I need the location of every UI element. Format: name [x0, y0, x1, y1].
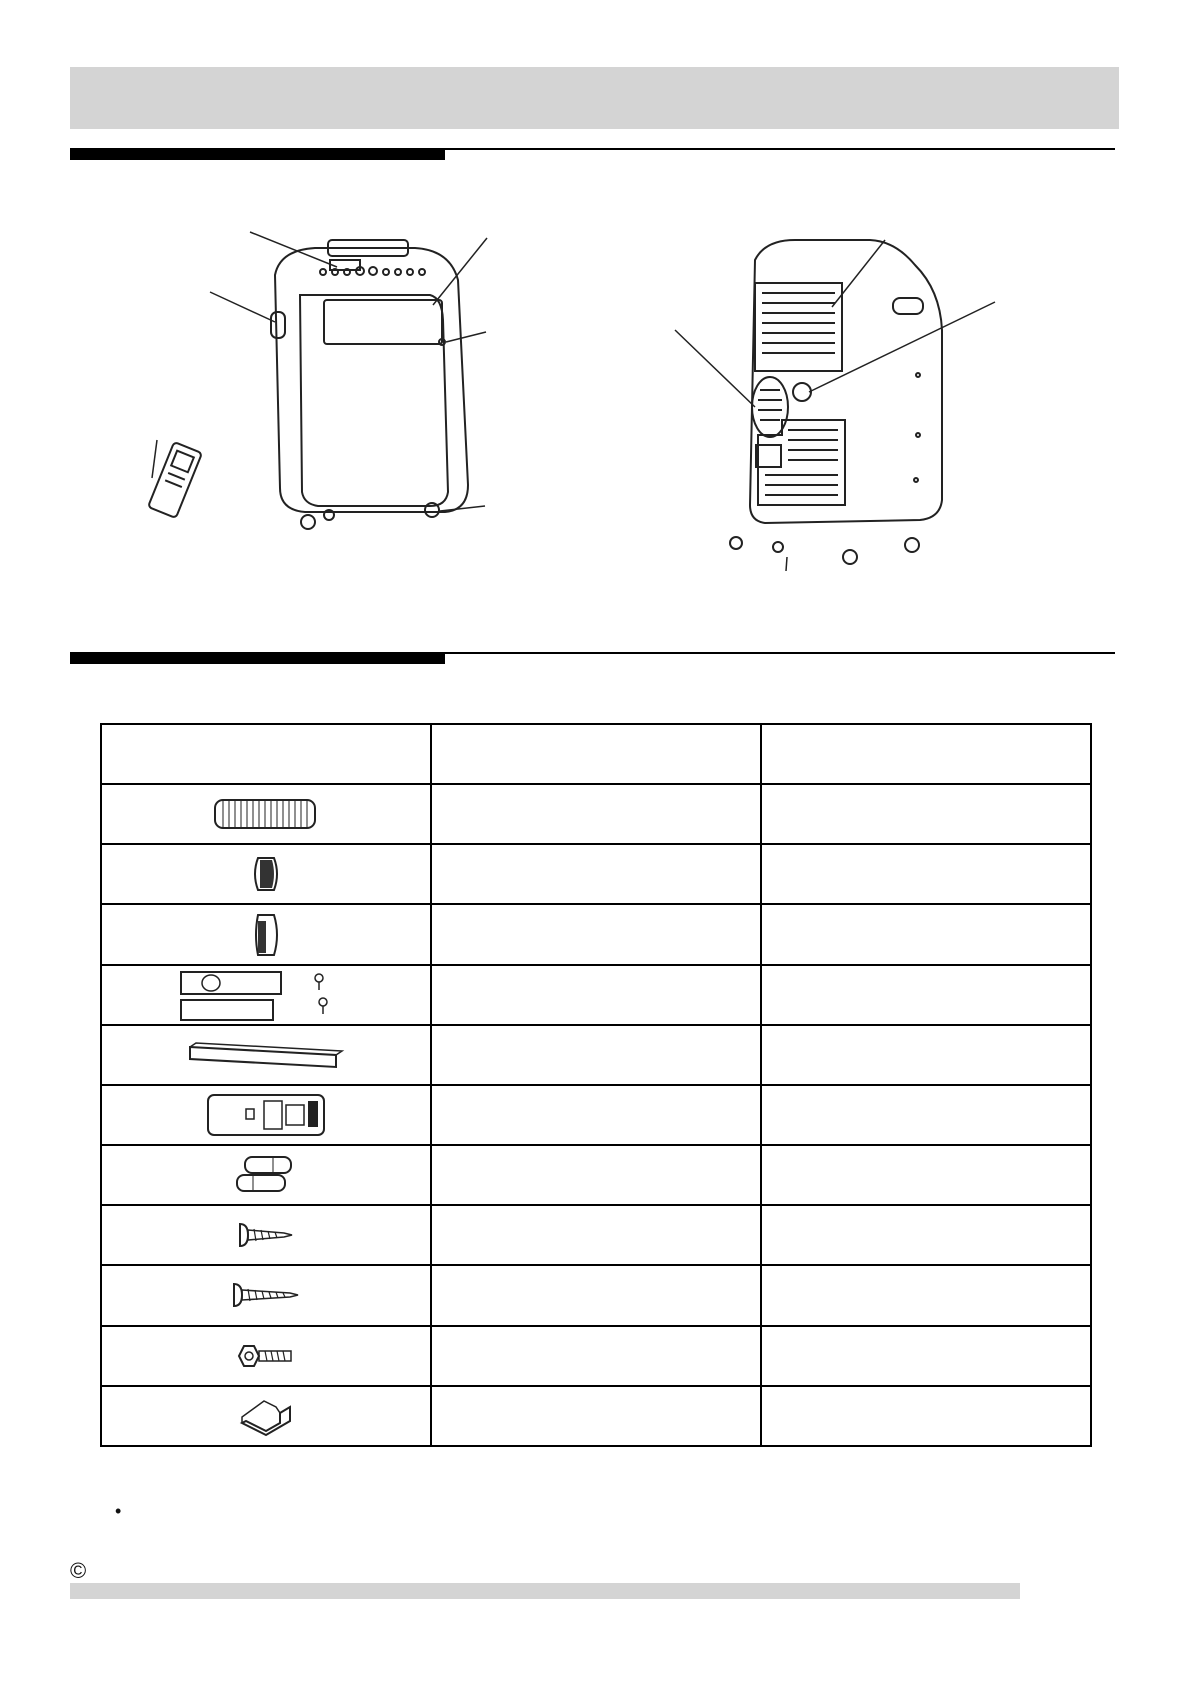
bolt-icon: [233, 1340, 299, 1372]
copyright-symbol: ©: [70, 1558, 87, 1583]
footer-band: [70, 1583, 1020, 1599]
part-image-cell: [101, 1025, 431, 1085]
hose-connector-icon: [246, 911, 286, 959]
table-row: [101, 1265, 1091, 1325]
header-cell-name: [431, 724, 761, 784]
part-name-cell: [431, 904, 761, 964]
lower-air-filter-icon: [758, 420, 845, 505]
bullet-point: •: [115, 1501, 122, 1521]
parts-table: [100, 723, 1092, 1447]
part-name-cell: [431, 1326, 761, 1386]
part-quantity-cell: [761, 965, 1091, 1025]
drain-outlet-icon: [756, 445, 781, 467]
front-unit-figure: [130, 230, 530, 580]
part-quantity-cell: [761, 844, 1091, 904]
section-rule-thin: [445, 652, 1115, 654]
part-image-cell: [101, 1386, 431, 1446]
part-quantity-cell: [761, 1265, 1091, 1325]
side-handle: [271, 312, 285, 338]
table-row: [101, 844, 1091, 904]
part-image-cell: [101, 784, 431, 844]
part-name-cell: [431, 1145, 761, 1205]
table-row: [101, 1205, 1091, 1265]
caster-icon: [301, 515, 315, 529]
foam-seal-icon: [186, 1035, 346, 1075]
table-row: [101, 784, 1091, 844]
part-quantity-cell: [761, 1145, 1091, 1205]
part-quantity-cell: [761, 1025, 1091, 1085]
section-rule-thick: [70, 148, 445, 160]
short-screw-icon: [234, 1220, 298, 1250]
hose-adapter-icon: [246, 852, 286, 896]
part-name-cell: [431, 1386, 761, 1446]
header-cell-part: [101, 724, 431, 784]
upper-air-filter-icon: [755, 283, 842, 371]
header-cell-quantity: [761, 724, 1091, 784]
table-row: [101, 1085, 1091, 1145]
bracket-icon: [236, 1393, 296, 1439]
part-image-cell: [101, 1326, 431, 1386]
part-image-cell: [101, 1145, 431, 1205]
remote-control-icon: [148, 442, 202, 518]
part-name-cell: [431, 1205, 761, 1265]
part-quantity-cell: [761, 1386, 1091, 1446]
header-band: [70, 67, 1119, 129]
table-row: [101, 1386, 1091, 1446]
remote-control-icon: [204, 1091, 329, 1139]
air-louver-icon: [324, 300, 442, 344]
part-quantity-cell: [761, 784, 1091, 844]
section-rule-parts: [70, 148, 1115, 162]
table-row: [101, 1025, 1091, 1085]
part-quantity-cell: [761, 1326, 1091, 1386]
part-name-cell: [431, 1085, 761, 1145]
section-rule-accessories: [70, 652, 1115, 666]
part-name-cell: [431, 1025, 761, 1085]
power-cord-hook-icon: [793, 383, 811, 401]
part-image-cell: [101, 844, 431, 904]
front-unit-inner-panel: [300, 295, 448, 506]
section-rule-thick: [70, 652, 445, 664]
rear-unit-figure: [670, 235, 1030, 580]
part-quantity-cell: [761, 904, 1091, 964]
section-rule-thin: [445, 148, 1115, 150]
part-image-cell: [101, 1205, 431, 1265]
part-quantity-cell: [761, 1085, 1091, 1145]
part-name-cell: [431, 844, 761, 904]
side-handle-rear: [893, 298, 923, 314]
table-row: [101, 965, 1091, 1025]
part-image-cell: [101, 1265, 431, 1325]
part-name-cell: [431, 965, 761, 1025]
table-header-row: [101, 724, 1091, 784]
part-name-cell: [431, 1265, 761, 1325]
part-image-cell: [101, 1085, 431, 1145]
batteries-icon: [231, 1153, 301, 1197]
part-image-cell: [101, 904, 431, 964]
window-slider-kit-icon: [171, 968, 361, 1022]
part-name-cell: [431, 784, 761, 844]
front-unit-body: [275, 248, 468, 512]
part-image-cell: [101, 965, 431, 1025]
table-row: [101, 1326, 1091, 1386]
long-screw-icon: [228, 1280, 304, 1310]
part-quantity-cell: [761, 1205, 1091, 1265]
table-row: [101, 904, 1091, 964]
table-row: [101, 1145, 1091, 1205]
exhaust-hose-icon: [211, 796, 321, 832]
